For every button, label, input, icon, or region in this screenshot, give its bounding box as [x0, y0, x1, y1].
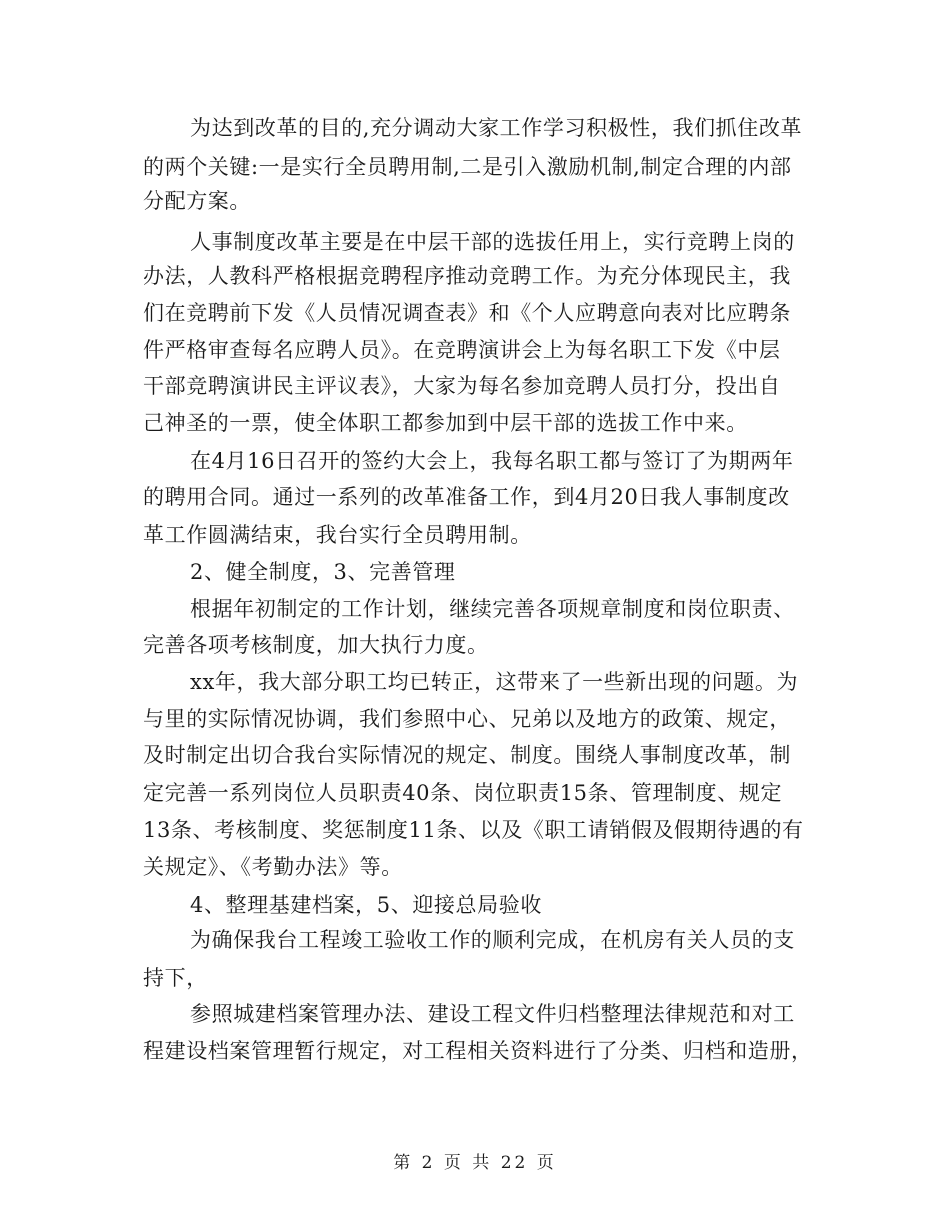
text-line: 关规定》、《考勤办法》等。	[143, 855, 403, 879]
text-line: 定完善一系列岗位人员职责40条、岗位职责15条、管理制度、规定	[143, 781, 783, 805]
page-number-footer: 第 2 页 共 22 页	[393, 1153, 557, 1173]
text-line: 在4月16日召开的签约大会上，我每名职工都与签订了为期两年	[190, 449, 794, 473]
text-line: 持下，	[143, 966, 208, 990]
text-line: 分配方案。	[143, 189, 251, 213]
text-line: 13条、考核制度、奖惩制度11条、以及《职工请销假及假期待遇的有	[143, 818, 804, 842]
text-line: 件严格审查每名应聘人员》。在竞聘演讲会上为每名职工下发《中层	[143, 338, 781, 362]
text-line: 与里的实际情况协调，我们参照中心、兄弟以及地方的政策、规定，	[143, 707, 791, 731]
text-line: 程建设档案管理暂行规定，对工程相关资料进行了分类、归档和造册，	[143, 1039, 813, 1063]
text-line: 干部竞聘演讲民主评议表》，大家为每名参加竞聘人员打分，投出自	[143, 374, 781, 398]
text-line: 完善各项考核制度，加大执行力度。	[143, 633, 489, 657]
text-line: 根据年初制定的工作计划，继续完善各项规章制度和岗位职责、	[190, 597, 795, 621]
text-line: 人事制度改革主要是在中层干部的选拔任用上，实行竞聘上岗的	[190, 230, 795, 254]
text-line: 的聘用合同。通过一系列的改革准备工作，到4月20日我人事制度改	[143, 485, 790, 509]
text-line: 为达到改革的目的,充分调动大家工作学习积极性，我们抓住改革	[190, 116, 803, 140]
text-line: 己神圣的一票，使全体职工都参加到中层干部的选拔工作中来。	[143, 411, 748, 435]
text-line: 们在竞聘前下发《人员情况调查表》和《个人应聘意向表对比应聘条	[143, 301, 791, 325]
text-line: 革工作圆满结束，我台实行全员聘用制。	[143, 523, 532, 547]
section-heading: 2、健全制度，3、完善管理	[190, 560, 456, 584]
text-line: 的两个关键:一是实行全员聘用制,二是引入激励机制,制定合理的内部	[143, 155, 792, 179]
text-line: 及时制定出切合我台实际情况的规定、制度。围绕人事制度改革，制	[143, 743, 791, 767]
text-line: 为确保我台工程竣工验收工作的顺利完成，在机房有关人员的支	[190, 928, 795, 952]
section-heading: 4、整理基建档案，5、迎接总局验收	[190, 893, 542, 917]
text-line: 办法，人教科严格根据竞聘程序推动竞聘工作。为充分体现民主，我	[143, 264, 791, 288]
text-line: 参照城建档案管理办法、建设工程文件归档整理法律规范和对工	[190, 1002, 795, 1026]
text-line: xx年，我大部分职工均已转正，这带来了一些新出现的问题。为	[190, 670, 799, 694]
